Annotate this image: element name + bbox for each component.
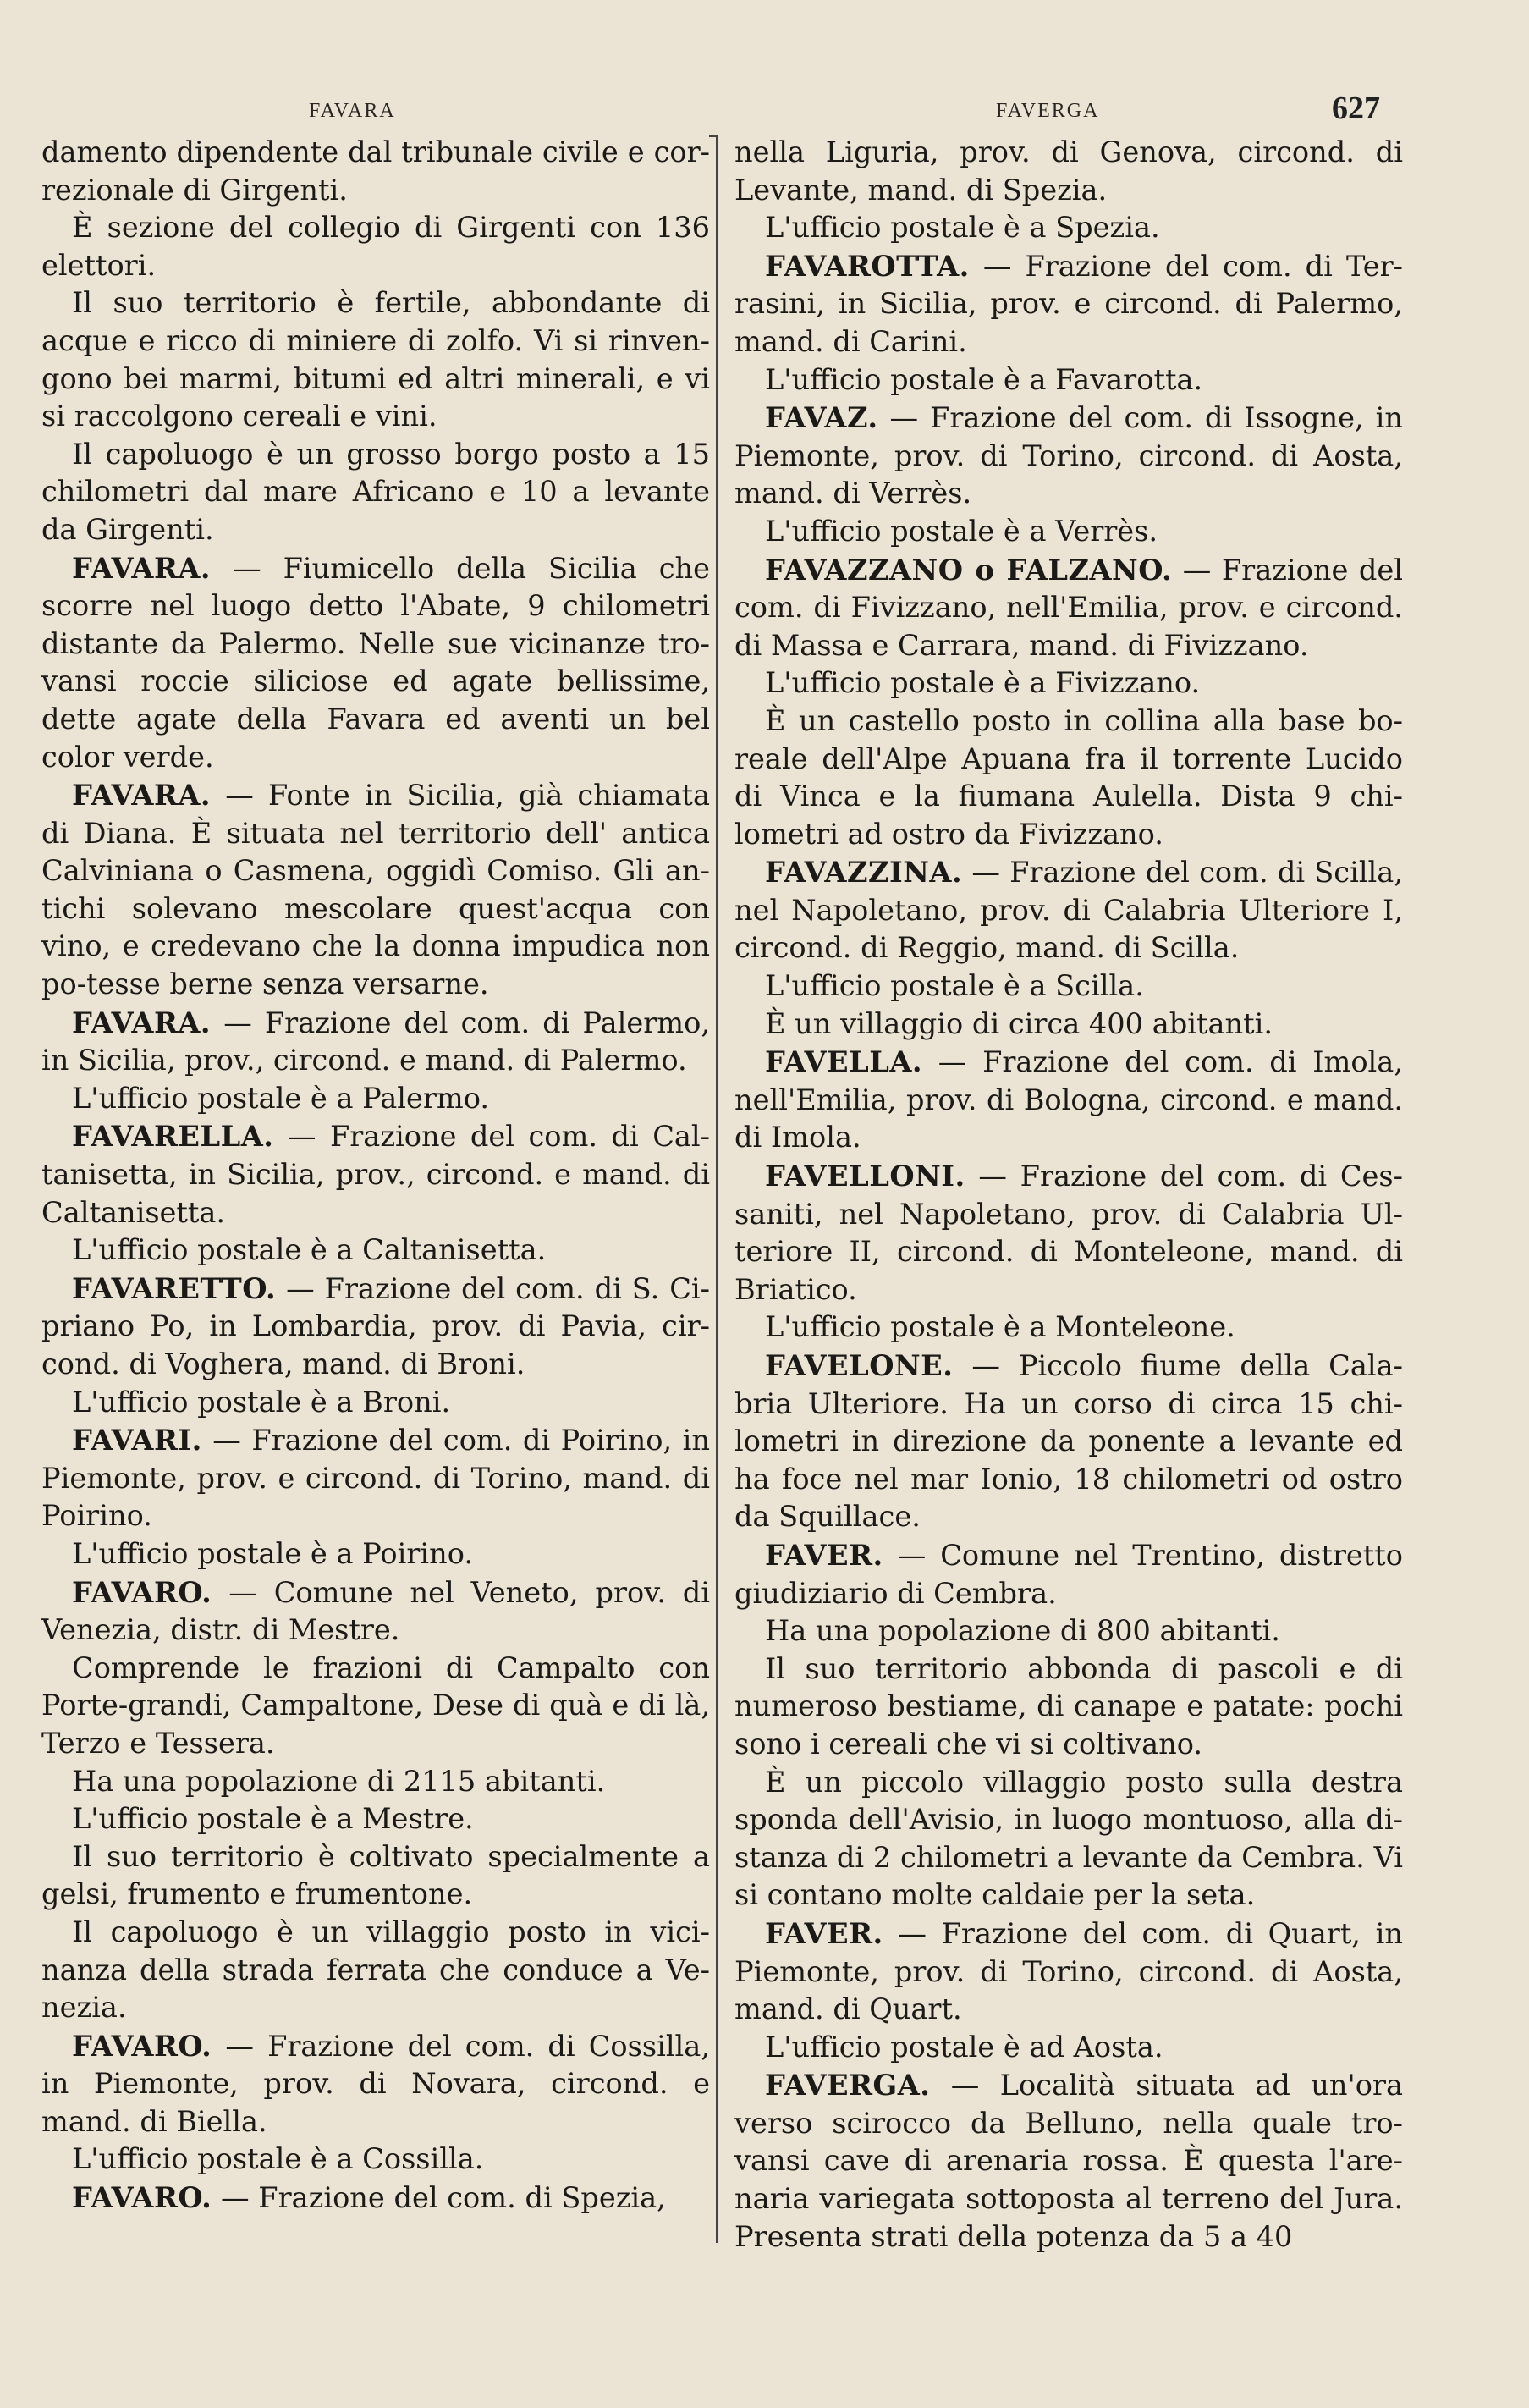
entry-paragraph xyxy=(41,1384,710,1422)
entry-paragraph xyxy=(734,1536,1403,1612)
entry-paragraph xyxy=(41,1232,710,1270)
entry-paragraph xyxy=(734,513,1403,551)
entry-text: L'ufficio postale è a Monteleone. xyxy=(765,1310,1235,1344)
entry-paragraph xyxy=(41,1573,710,1650)
entry-paragraph xyxy=(734,2066,1403,2256)
entry-paragraph xyxy=(41,1763,710,1801)
entry-headword: FAVAZZANO o FALZANO. xyxy=(765,552,1173,587)
entry-paragraph xyxy=(734,1309,1403,1347)
entry-headword: FAVARO. xyxy=(72,1574,212,1609)
entry-text: — Frazione del com. di Issogne, in Piemonte, prov. di Torino, circond. di Aosta, mand. di Verrès. xyxy=(734,401,1403,510)
entry-paragraph xyxy=(734,247,1403,361)
entry-paragraph xyxy=(41,2179,710,2218)
entry-text: L'ufficio postale è a Fivizzano. xyxy=(765,666,1201,700)
entry-headword: FAVARI. xyxy=(72,1423,202,1457)
page-number: 627 xyxy=(1332,91,1380,126)
entry-text: — Frazione del com. di Poirino, in Piemonte, prov. e circond. di Torino, mand. di Poirino. xyxy=(41,1424,710,1533)
entry-text: — Fonte in Sicilia, già chiamata di Diana. È situata nel territorio dell' antica Calviniana o Casmena, oggidì Comiso. Gli an-tichi solevano mescolare quest'acqua con vino, e credevano che la donna impudica non po-tesse berne senza versarne. xyxy=(41,779,710,1001)
entry-paragraph xyxy=(41,1535,710,1573)
entry-text: È un castello posto in collina alla base bo-reale dell'Alpe Apuana fra il torrente Lucido di Vinca e la fiumana Aulella. Dista 9 chi-lometri ad ostro da Fivizzano. xyxy=(734,703,1403,851)
entry-text: L'ufficio postale è a Poirino. xyxy=(72,1536,474,1570)
entry-paragraph xyxy=(734,1043,1403,1157)
entry-paragraph xyxy=(41,1004,710,1080)
entry-text: L'ufficio postale è a Spezia. xyxy=(765,211,1160,245)
left-column xyxy=(41,134,710,2218)
entry-text: È sezione del collegio di Girgenti con 136 elettori. xyxy=(41,211,710,282)
entry-headword: FAVARA. xyxy=(72,778,212,813)
entry-paragraph xyxy=(734,1006,1403,1044)
entry-paragraph xyxy=(41,1914,710,2027)
entry-paragraph xyxy=(734,1612,1403,1650)
entry-text: Il suo territorio è fertile, abbondante di acque e ricco di miniere di zolfo. Vi si rinven-gono bei marmi, bitumi ed altri minerali, e vi si raccolgono cereali e vini. xyxy=(41,286,710,433)
entry-paragraph xyxy=(734,2029,1403,2067)
entry-headword: FAVER. xyxy=(765,1537,883,1572)
entry-text: Il suo territorio abbonda di pascoli e di numeroso bestiame, di canape e patate: pochi sono i cereali che vi si coltivano. xyxy=(734,1651,1403,1761)
entry-headword: FAVERGA. xyxy=(765,2068,931,2102)
entry-text: L'ufficio postale è a Broni. xyxy=(72,1385,451,1419)
entry-headword: FAVARELLA. xyxy=(72,1119,274,1154)
entry-paragraph xyxy=(41,776,710,1004)
entry-headword: FAVARO. xyxy=(72,2028,212,2063)
column-rule xyxy=(716,135,718,2243)
entry-headword: FAVELLONI. xyxy=(765,1159,965,1193)
entry-text: L'ufficio postale è a Scilla. xyxy=(765,969,1144,1003)
entry-text: Ha una popolazione di 2115 abitanti. xyxy=(72,1764,606,1798)
entry-paragraph xyxy=(41,1270,710,1384)
entry-paragraph xyxy=(41,549,710,777)
entry-paragraph xyxy=(734,209,1403,247)
entry-paragraph xyxy=(734,1915,1403,2029)
entry-text: L'ufficio postale è a Caltanisetta. xyxy=(72,1233,547,1267)
entry-text: Ha una popolazione di 800 abitanti. xyxy=(765,1614,1280,1648)
entry-text: — Frazione del com. di Fivizzano, nell'Emilia, prov. e circond. di Massa e Carrara, mand. di Fivizzano. xyxy=(734,553,1403,662)
entry-text: Il suo territorio è coltivato specialmente a gelsi, frumento e frumentone. xyxy=(41,1839,710,1911)
entry-text: — Frazione del com. di Ter-rasini, in Sicilia, prov. e circond. di Palermo, mand. di Carini. xyxy=(734,249,1403,358)
right-column xyxy=(734,134,1403,2256)
entry-paragraph xyxy=(734,399,1403,513)
entry-text: — Frazione del com. di Quart, in Piemonte, prov. di Torino, circond. di Aosta, mand. di Quart. xyxy=(734,1916,1403,2026)
entry-headword: FAVER. xyxy=(765,1915,883,1950)
entry-paragraph xyxy=(734,853,1403,967)
entry-paragraph xyxy=(734,134,1403,209)
entry-paragraph xyxy=(41,1838,710,1914)
entry-text: — Fiumicello della Sicilia che scorre nel luogo detto l'Abate, 9 chilometri distante da Palermo. Nelle sue vicinanze tro-vansi roccie siliciose ed agate bellissime, dette agate della Favara ed aventi un bel color verde. xyxy=(41,551,710,774)
entry-text: È un villaggio di circa 400 abitanti. xyxy=(765,1006,1273,1040)
entry-paragraph xyxy=(41,134,710,209)
entry-paragraph xyxy=(734,1157,1403,1309)
entry-paragraph xyxy=(734,361,1403,399)
entry-headword: FAVELONE. xyxy=(765,1348,954,1382)
left-running-head: FAVARA xyxy=(309,100,396,122)
entry-headword: FAVELLA. xyxy=(765,1044,923,1079)
entry-text: L'ufficio postale è a Cossilla. xyxy=(72,2142,484,2176)
entry-paragraph xyxy=(734,1764,1403,1915)
entry-paragraph xyxy=(734,967,1403,1006)
entry-text: L'ufficio postale è a Palermo. xyxy=(72,1081,490,1115)
entry-text: — Piccolo fiume della Cala-bria Ulteriore. Ha un corso di circa 15 chi-lometri in direzione da ponente a levante ed ha foce nel mar Ionio, 18 chilometri od ostro da Squillace. xyxy=(734,1349,1403,1534)
entry-text: nella Liguria, prov. di Genova, circond. di Levante, mand. di Spezia. xyxy=(734,135,1403,207)
entry-paragraph xyxy=(41,436,710,549)
entry-paragraph xyxy=(734,664,1403,703)
entry-paragraph xyxy=(734,1347,1403,1536)
entry-paragraph xyxy=(41,1800,710,1838)
entry-paragraph xyxy=(41,1080,710,1118)
entry-paragraph xyxy=(41,2141,710,2179)
entry-text: — Frazione del com. di Ces-saniti, nel Napoletano, prov. di Calabria Ul-teriore II, circond. di Monteleone, mand. di Briatico. xyxy=(734,1160,1403,1306)
entry-text: Il capoluogo è un villaggio posto in vici-nanza della strada ferrata che conduce a Ve-nezia. xyxy=(41,1915,710,2025)
entry-paragraph xyxy=(41,284,710,435)
entry-paragraph xyxy=(734,551,1403,665)
entry-headword: FAVARO. xyxy=(72,2180,212,2215)
entry-headword: FAVARA. xyxy=(72,1005,212,1039)
entry-text: — Località situata ad un'ora verso scirocco da Belluno, nella quale tro-vansi cave di arenaria rossa. È questa l'are-naria variegata sottoposta al terreno del Jura. Presenta strati della potenza da 5 a 40 xyxy=(734,2069,1403,2253)
entry-text: — Frazione del com. di Cal-tanisetta, in Sicilia, prov., circond. e mand. di Caltanisetta. xyxy=(41,1120,710,1229)
entry-text: — Frazione del com. di Scilla, nel Napoletano, prov. di Calabria Ulteriore I, circond. di Reggio, mand. di Scilla. xyxy=(734,856,1403,965)
entry-text: — Frazione del com. di Cossilla, in Piemonte, prov. di Novara, circond. e mand. di Biella. xyxy=(41,2029,710,2138)
entry-text: — Frazione del com. di S. Ci-priano Po, in Lombardia, prov. di Pavia, cir-cond. di Voghera, mand. di Broni. xyxy=(41,1271,710,1380)
entry-headword: FAVAZZINA. xyxy=(765,855,963,890)
entry-paragraph xyxy=(41,1117,710,1232)
entry-text: — Comune nel Veneto, prov. di Venezia, distr. di Mestre. xyxy=(41,1575,710,1647)
entry-paragraph xyxy=(41,1421,710,1535)
entry-text: Il capoluogo è un grosso borgo posto a 15 chilometri dal mare Africano e 10 a levante da Girgenti. xyxy=(41,437,710,546)
right-running-head: FAVERGA xyxy=(996,100,1100,122)
entry-text: È un piccolo villaggio posto sulla destra sponda dell'Avisio, in luogo montuoso, alla di-stanza di 2 chilometri a levante da Cembra. Vi si contano molte caldaie per la seta. xyxy=(734,1765,1403,1912)
entry-headword: FAVAROTTA. xyxy=(765,248,970,283)
entry-paragraph xyxy=(734,1650,1403,1764)
entry-headword: FAVAZ. xyxy=(765,400,878,435)
entry-text: — Frazione del com. di Spezia, xyxy=(212,2181,666,2215)
entry-headword: FAVARETTO. xyxy=(72,1270,277,1305)
entry-text: damento dipendente dal tribunale civile e cor-rezionale di Girgenti. xyxy=(41,135,710,207)
entry-paragraph xyxy=(41,209,710,284)
entry-paragraph xyxy=(41,1650,710,1763)
entry-text: L'ufficio postale è a Favarotta. xyxy=(765,362,1203,396)
entry-paragraph xyxy=(734,703,1403,853)
entry-headword: FAVARA. xyxy=(72,550,212,585)
entry-text: Comprende le frazioni di Campalto con Porte-grandi, Campaltone, Dese di quà e di là, Terzo e Tessera. xyxy=(41,1650,710,1760)
entry-text: L'ufficio postale è ad Aosta. xyxy=(765,2030,1163,2064)
entry-text: — Frazione del com. di Imola, nell'Emilia, prov. di Bologna, circond. e mand. di Imola. xyxy=(734,1045,1403,1154)
entry-text: L'ufficio postale è a Mestre. xyxy=(72,1802,474,1836)
entry-text: L'ufficio postale è a Verrès. xyxy=(765,514,1158,548)
entry-text: — Comune nel Trentino, distretto giudiziario di Cembra. xyxy=(734,1538,1403,1610)
entry-paragraph xyxy=(41,2027,710,2141)
entry-text: — Frazione del com. di Palermo, in Sicilia, prov., circond. e mand. di Palermo. xyxy=(41,1006,710,1077)
